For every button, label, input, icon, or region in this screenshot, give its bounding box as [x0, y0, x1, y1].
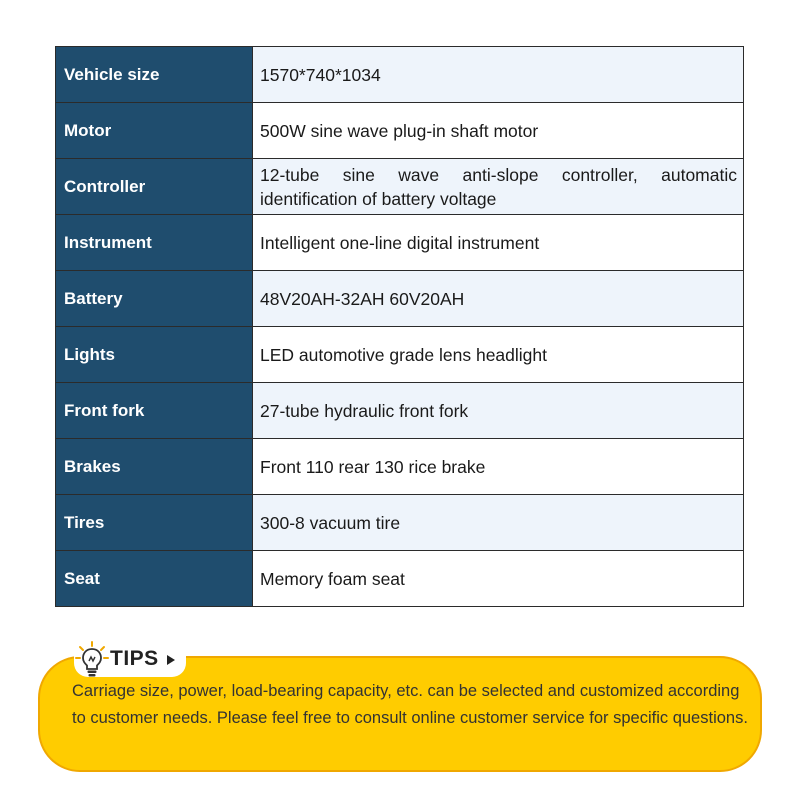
spec-value: 48V20AH-32AH 60V20AH [253, 271, 744, 327]
spec-label: Tires [56, 495, 253, 551]
spec-value: Front 110 rear 130 rice brake [253, 439, 744, 495]
spec-value: 12-tube sine wave anti-slope controller, automatic identification of battery voltage [253, 159, 744, 215]
spec-value: 300-8 vacuum tire [253, 495, 744, 551]
table-row [56, 383, 744, 439]
spec-label: Battery [56, 271, 253, 327]
spec-label: Controller [56, 159, 253, 215]
table-row [56, 103, 744, 159]
table-row [56, 495, 744, 551]
spec-value: 500W sine wave plug-in shaft motor [253, 103, 744, 159]
spec-label: Lights [56, 327, 253, 383]
table-row [56, 159, 744, 215]
spec-label: Brakes [56, 439, 253, 495]
play-arrow-icon [167, 655, 175, 665]
table-row [56, 551, 744, 607]
table-row [56, 439, 744, 495]
spec-label: Vehicle size [56, 47, 253, 103]
table-row [56, 47, 744, 103]
spec-value: Memory foam seat [253, 551, 744, 607]
spec-label: Instrument [56, 215, 253, 271]
lightbulb-icon [74, 640, 110, 678]
table-row [56, 271, 744, 327]
table-row [56, 327, 744, 383]
tips-text: Carriage size, power, load-bearing capacity, etc. can be selected and customized according to customer needs. Please feel free to consult online customer service for specific questions. [72, 682, 748, 727]
tips-title: TIPS [110, 647, 159, 670]
spec-label: Front fork [56, 383, 253, 439]
spec-label: Seat [56, 551, 253, 607]
spec-value: 1570*740*1034 [253, 47, 744, 103]
spec-label: Motor [56, 103, 253, 159]
table-row [56, 215, 744, 271]
spec-value: Intelligent one-line digital instrument [253, 215, 744, 271]
spec-table [55, 46, 744, 607]
spec-value: 27-tube hydraulic front fork [253, 383, 744, 439]
spec-value: LED automotive grade lens headlight [253, 327, 744, 383]
